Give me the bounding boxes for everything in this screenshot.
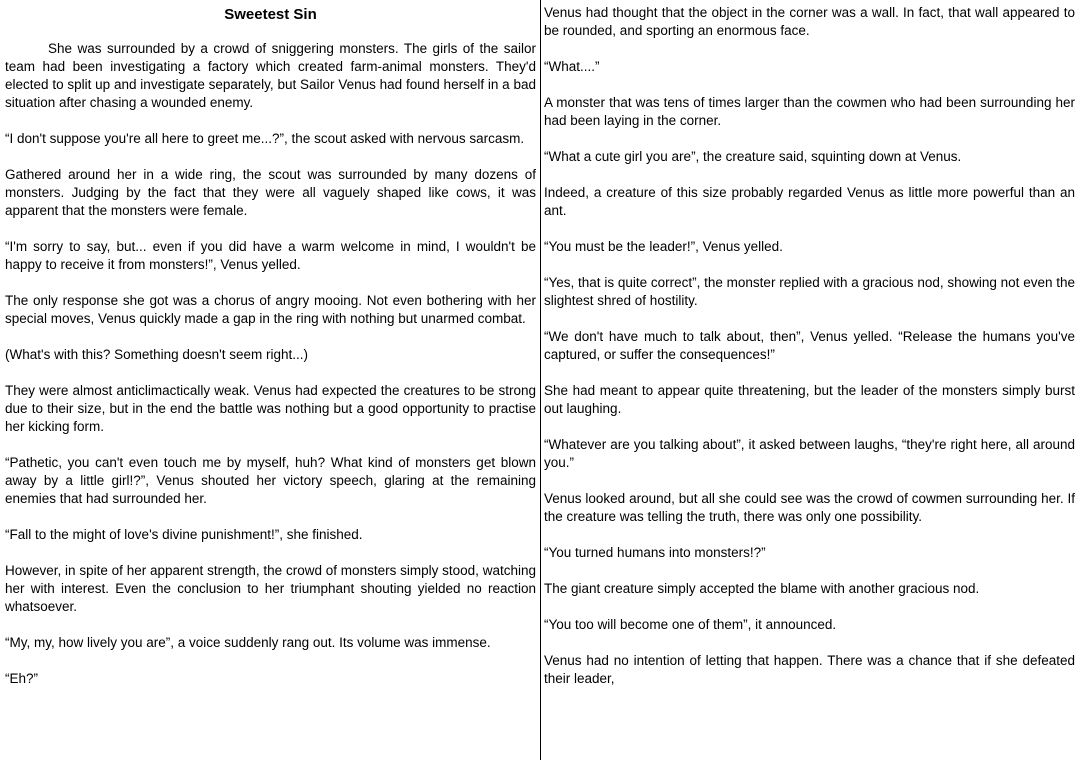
story-paragraph: A monster that was tens of times larger than the cowmen who had been surrounding her had been laying in the corner. bbox=[544, 95, 1075, 128]
story-paragraph: “Whatever are you talking about”, it asked between laughs, “they're right here, all around you.” bbox=[544, 437, 1075, 470]
story-paragraph: “Eh?” bbox=[5, 671, 39, 686]
right-column-paragraphs bbox=[544, 4, 1075, 688]
left-column-paragraphs bbox=[5, 40, 536, 688]
story-paragraph: The only response she got was a chorus of angry mooing. Not even bothering with her special moves, Venus quickly made a gap in the ring with nothing but unarmed combat. bbox=[5, 293, 536, 326]
story-paragraph: “What....” bbox=[544, 59, 600, 74]
story-paragraph: “You must be the leader!”, Venus yelled. bbox=[544, 239, 783, 254]
story-paragraph: “Yes, that is quite correct”, the monster replied with a gracious nod, showing not even the slightest shred of hostility. bbox=[544, 275, 1075, 308]
story-paragraph: Venus looked around, but all she could see was the crowd of cowmen surrounding her. If the creature was telling the truth, there was only one possibility. bbox=[544, 491, 1075, 524]
story-title: Sweetest Sin bbox=[224, 6, 317, 23]
story-paragraph: “We don't have much to talk about, then”, Venus yelled. “Release the humans you've captured, or suffer the consequences!” bbox=[544, 329, 1075, 362]
story-paragraph: She was surrounded by a crowd of sniggering monsters. The girls of the sailor team had been investigating a factory which created farm-animal monsters. They'd elected to split up and investigate separately, but Sailor Venus had found herself in a bad situation after chasing a wounded enemy. bbox=[5, 41, 536, 110]
story-paragraph: Venus had thought that the object in the corner was a wall. In fact, that wall appeared to be rounded, and sporting an enormous face. bbox=[544, 5, 1075, 38]
story-paragraph: She had meant to appear quite threatening, but the leader of the monsters simply burst out laughing. bbox=[544, 383, 1075, 416]
story-paragraph: “My, my, how lively you are”, a voice suddenly rang out. Its volume was immense. bbox=[5, 635, 491, 650]
story-paragraph: However, in spite of her apparent strength, the crowd of monsters simply stood, watching her with interest. Even the conclusion to her triumphant shouting yielded no reaction whatsoever. bbox=[5, 563, 536, 614]
story-paragraph: Gathered around her in a wide ring, the scout was surrounded by many dozens of monsters. Judging by the fact that they were all vaguely shaped like cows, it was apparent that the monsters were female. bbox=[5, 167, 536, 218]
story-paragraph: “Fall to the might of love's divine punishment!”, she finished. bbox=[5, 527, 363, 542]
story-paragraph: “I'm sorry to say, but... even if you did have a warm welcome in mind, I wouldn't be happy to receive it from monsters!”, Venus yelled. bbox=[5, 239, 536, 272]
story-paragraph: Indeed, a creature of this size probably regarded Venus as little more powerful than an ant. bbox=[544, 185, 1075, 218]
story-paragraph: They were almost anticlimactically weak. Venus had expected the creatures to be strong due to their size, but in the end the battle was nothing but a good opportunity to practise her kicking form. bbox=[5, 383, 536, 434]
story-paragraph: (What's with this? Something doesn't seem right...) bbox=[5, 347, 309, 362]
story-paragraph: “You too will become one of them”, it announced. bbox=[544, 617, 837, 632]
story-paragraph: “You turned humans into monsters!?” bbox=[544, 545, 766, 560]
story-paragraph: The giant creature simply accepted the blame with another gracious nod. bbox=[544, 581, 980, 596]
story-paragraph: Venus had no intention of letting that happen. There was a chance that if she defeated their leader, bbox=[544, 653, 1075, 686]
story-paragraph: “What a cute girl you are”, the creature said, squinting down at Venus. bbox=[544, 149, 962, 164]
story-paragraph: “Pathetic, you can't even touch me by myself, huh? What kind of monsters get blown away by a little girl!?”, Venus shouted her victory speech, glaring at the remaining enemies that had surrounded her. bbox=[5, 455, 536, 506]
right-column bbox=[541, 0, 1080, 764]
story-paragraph: “I don't suppose you're all here to greet me...?”, the scout asked with nervous sarcasm. bbox=[5, 131, 525, 146]
